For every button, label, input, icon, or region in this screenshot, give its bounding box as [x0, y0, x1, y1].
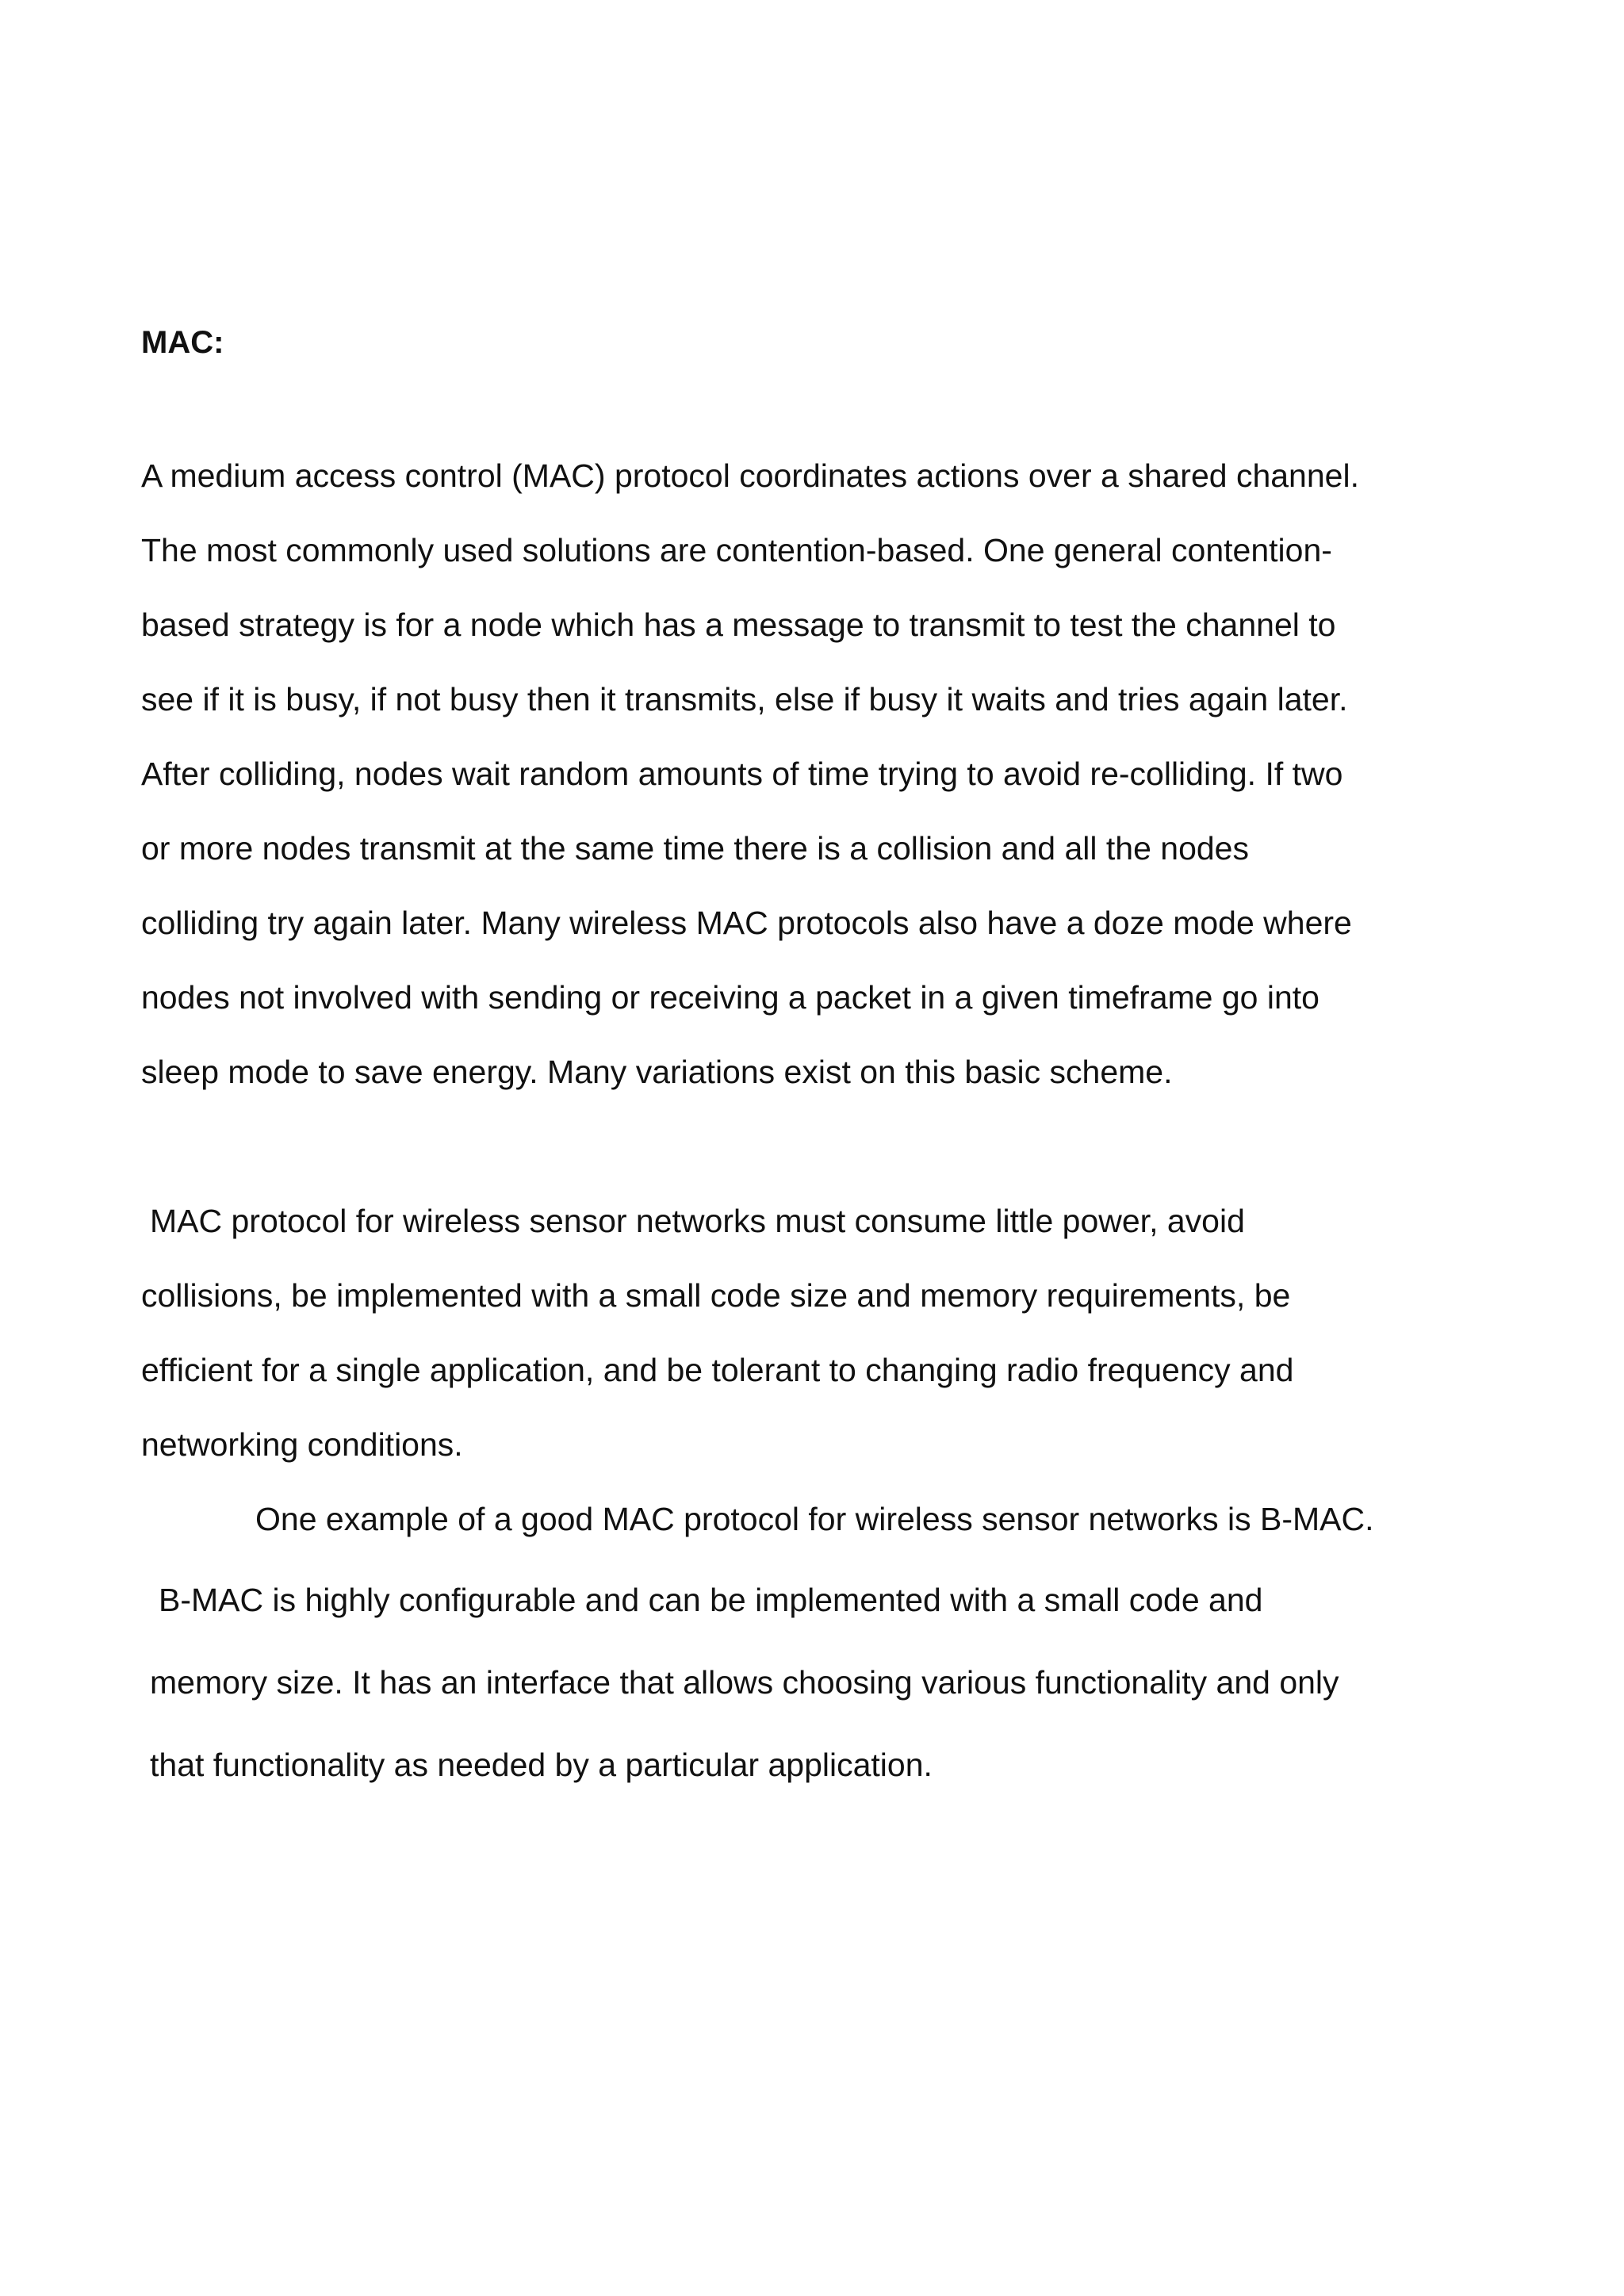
- paragraph-line: nodes not involved with sending or receiving a packet in a given timeframe go into: [141, 979, 1320, 1016]
- paragraph-line: After colliding, nodes wait random amounts of time trying to avoid re-colliding. If two: [141, 756, 1343, 792]
- paragraph-line: The most commonly used solutions are contention-based. One general contention-: [141, 532, 1332, 568]
- paragraph-line: collisions, be implemented with a small code size and memory requirements, be: [141, 1277, 1291, 1314]
- paragraph-line: efficient for a single application, and be tolerant to changing radio frequency and: [141, 1352, 1294, 1388]
- paragraph-line: colliding try again later. Many wireless MAC protocols also have a doze mode where: [141, 905, 1352, 941]
- paragraph-line: MAC protocol for wireless sensor networks must consume little power, avoid: [150, 1203, 1245, 1239]
- paragraph-line: B-MAC is highly configurable and can be implemented with a small code and: [159, 1582, 1263, 1618]
- paragraph-line: sleep mode to save energy. Many variations exist on this basic scheme.: [141, 1054, 1173, 1090]
- paragraph-line: memory size. It has an interface that allows choosing various functionality and only: [150, 1664, 1339, 1701]
- paragraph-line: A medium access control (MAC) protocol coordinates actions over a shared channel.: [141, 457, 1359, 494]
- paragraph-line: One example of a good MAC protocol for wireless sensor networks is B-MAC.: [255, 1501, 1374, 1537]
- paragraph-line: networking conditions.: [141, 1426, 463, 1463]
- paragraph-line: that functionality as needed by a particular application.: [150, 1747, 933, 1783]
- paragraph-line: based strategy is for a node which has a message to transmit to test the channel to: [141, 607, 1336, 643]
- paragraph-line: or more nodes transmit at the same time there is a collision and all the nodes: [141, 830, 1249, 867]
- section-heading: MAC:: [141, 325, 224, 360]
- paragraph-line: see if it is busy, if not busy then it transmits, else if busy it waits and tries again later.: [141, 681, 1348, 718]
